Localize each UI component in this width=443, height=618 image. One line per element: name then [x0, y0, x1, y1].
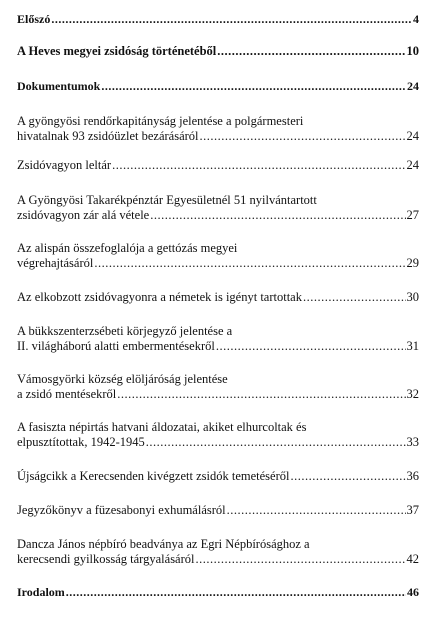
- toc-page-number: 24: [406, 158, 419, 172]
- toc-entry-title: II. világháború alatti embermentésekről: [17, 339, 215, 353]
- toc-page-number: 24: [407, 79, 419, 93]
- dot-leader: [150, 208, 405, 223]
- toc-entry-title: A bükkszenterzsébeti körjegyző jelentése a: [17, 324, 233, 338]
- toc-page-number: 42: [406, 552, 419, 566]
- toc-page-number: 29: [406, 256, 419, 270]
- dot-leader: [112, 158, 405, 173]
- toc-entry-line: [17, 435, 419, 450]
- toc-page-number: 27: [406, 208, 419, 222]
- dot-leader: [303, 290, 406, 305]
- toc-entry: [17, 372, 419, 402]
- dot-leader: [200, 129, 406, 144]
- toc-entry-title: Az elkobzott zsidóvagyonra a németek is igényt tartottak: [17, 290, 302, 304]
- toc-page-number: 36: [406, 469, 419, 483]
- toc-entry-line: [17, 339, 419, 354]
- toc-entry: [17, 469, 419, 484]
- toc-entry: [17, 158, 419, 173]
- table-of-contents: [17, 0, 419, 618]
- dot-leader: [196, 552, 406, 567]
- toc-entry-title: Zsidóvagyon leltár: [17, 158, 112, 172]
- toc-entry-line: [17, 208, 419, 223]
- toc-entry: [17, 420, 419, 450]
- toc-page-number: 32: [406, 387, 419, 401]
- toc-entry-line: [17, 469, 419, 484]
- toc-entry-title: Újságcikk a Kerecsenden kivégzett zsidók temetéséről: [17, 469, 290, 483]
- dot-leader: [227, 503, 406, 518]
- toc-entry-title: Dancza János népbíró beadványa az Egri Népbírósághoz a: [17, 537, 310, 551]
- toc-entry-line: [17, 256, 419, 271]
- toc-entry: [17, 79, 419, 94]
- dot-leader: [290, 469, 405, 484]
- toc-entry-title: a zsidó mentésekről: [17, 387, 117, 401]
- dot-leader: [101, 79, 406, 94]
- toc-page-number: 24: [406, 129, 419, 143]
- toc-entry-title: Jegyzőkönyv a füzesabonyi exhumálásról: [17, 503, 226, 517]
- toc-entry: [17, 290, 419, 305]
- toc-page-number: 10: [406, 44, 419, 58]
- toc-entry: [17, 193, 419, 223]
- dot-leader: [117, 387, 405, 402]
- toc-page-number: 31: [406, 339, 419, 353]
- toc-entry-line: [17, 585, 419, 600]
- toc-entry: [17, 12, 419, 27]
- toc-entry: [17, 114, 419, 144]
- dot-leader: [146, 435, 406, 450]
- dot-leader: [51, 12, 412, 27]
- toc-entry-title: Irodalom: [17, 585, 65, 599]
- toc-page-number: 33: [406, 435, 419, 449]
- toc-entry-line: [17, 44, 419, 59]
- toc-page-number: 4: [413, 12, 419, 26]
- dot-leader: [94, 256, 405, 271]
- toc-entry-title: Vámosgyörki község elöljáróság jelentése: [17, 372, 228, 386]
- toc-entry-title: Az alispán összefoglalója a gettózás megyei: [17, 241, 238, 255]
- toc-entry-line: [17, 290, 419, 305]
- toc-entry-line: [17, 158, 419, 173]
- toc-entry: [17, 585, 419, 600]
- toc-entry-line: [17, 12, 419, 27]
- toc-entry: [17, 503, 419, 518]
- toc-entry-line: [17, 387, 419, 402]
- toc-entry-title: A Heves megyei zsidóság történetéből: [17, 44, 217, 58]
- toc-entry-line: [17, 129, 419, 144]
- toc-entry-title: elpusztítottak, 1942-1945: [17, 435, 145, 449]
- toc-page-number: 46: [407, 585, 419, 599]
- toc-entry-title: végrehajtásáról: [17, 256, 94, 270]
- toc-entry-line: [17, 552, 419, 567]
- toc-entry: [17, 241, 419, 271]
- toc-entry-title: A gyöngyösi rendőrkapitányság jelentése a polgármesteri: [17, 114, 304, 128]
- toc-entry-title: Dokumentumok: [17, 79, 101, 93]
- toc-entry: [17, 44, 419, 59]
- toc-entry: [17, 537, 419, 567]
- toc-entry: [17, 324, 419, 354]
- dot-leader: [216, 339, 406, 354]
- toc-entry-line: [17, 503, 419, 518]
- toc-page-number: 30: [406, 290, 419, 304]
- toc-entry-title: kerecsendi gyilkosság tárgyalásáról: [17, 552, 195, 566]
- toc-entry-title: Előszó: [17, 12, 51, 26]
- dot-leader: [66, 585, 406, 600]
- toc-entry-title: A fasiszta népirtás hatvani áldozatai, akiket elhurcoltak és: [17, 420, 307, 434]
- toc-entry-title: A Gyöngyösi Takarékpénztár Egyesületnél 51 nyilvántartott: [17, 193, 317, 207]
- toc-entry-line: [17, 79, 419, 94]
- toc-entry-title: hivatalnak 93 zsidóüzlet bezárásáról: [17, 129, 199, 143]
- toc-page-number: 37: [406, 503, 419, 517]
- dot-leader: [217, 44, 405, 59]
- toc-entry-title: zsidóvagyon zár alá vétele: [17, 208, 150, 222]
